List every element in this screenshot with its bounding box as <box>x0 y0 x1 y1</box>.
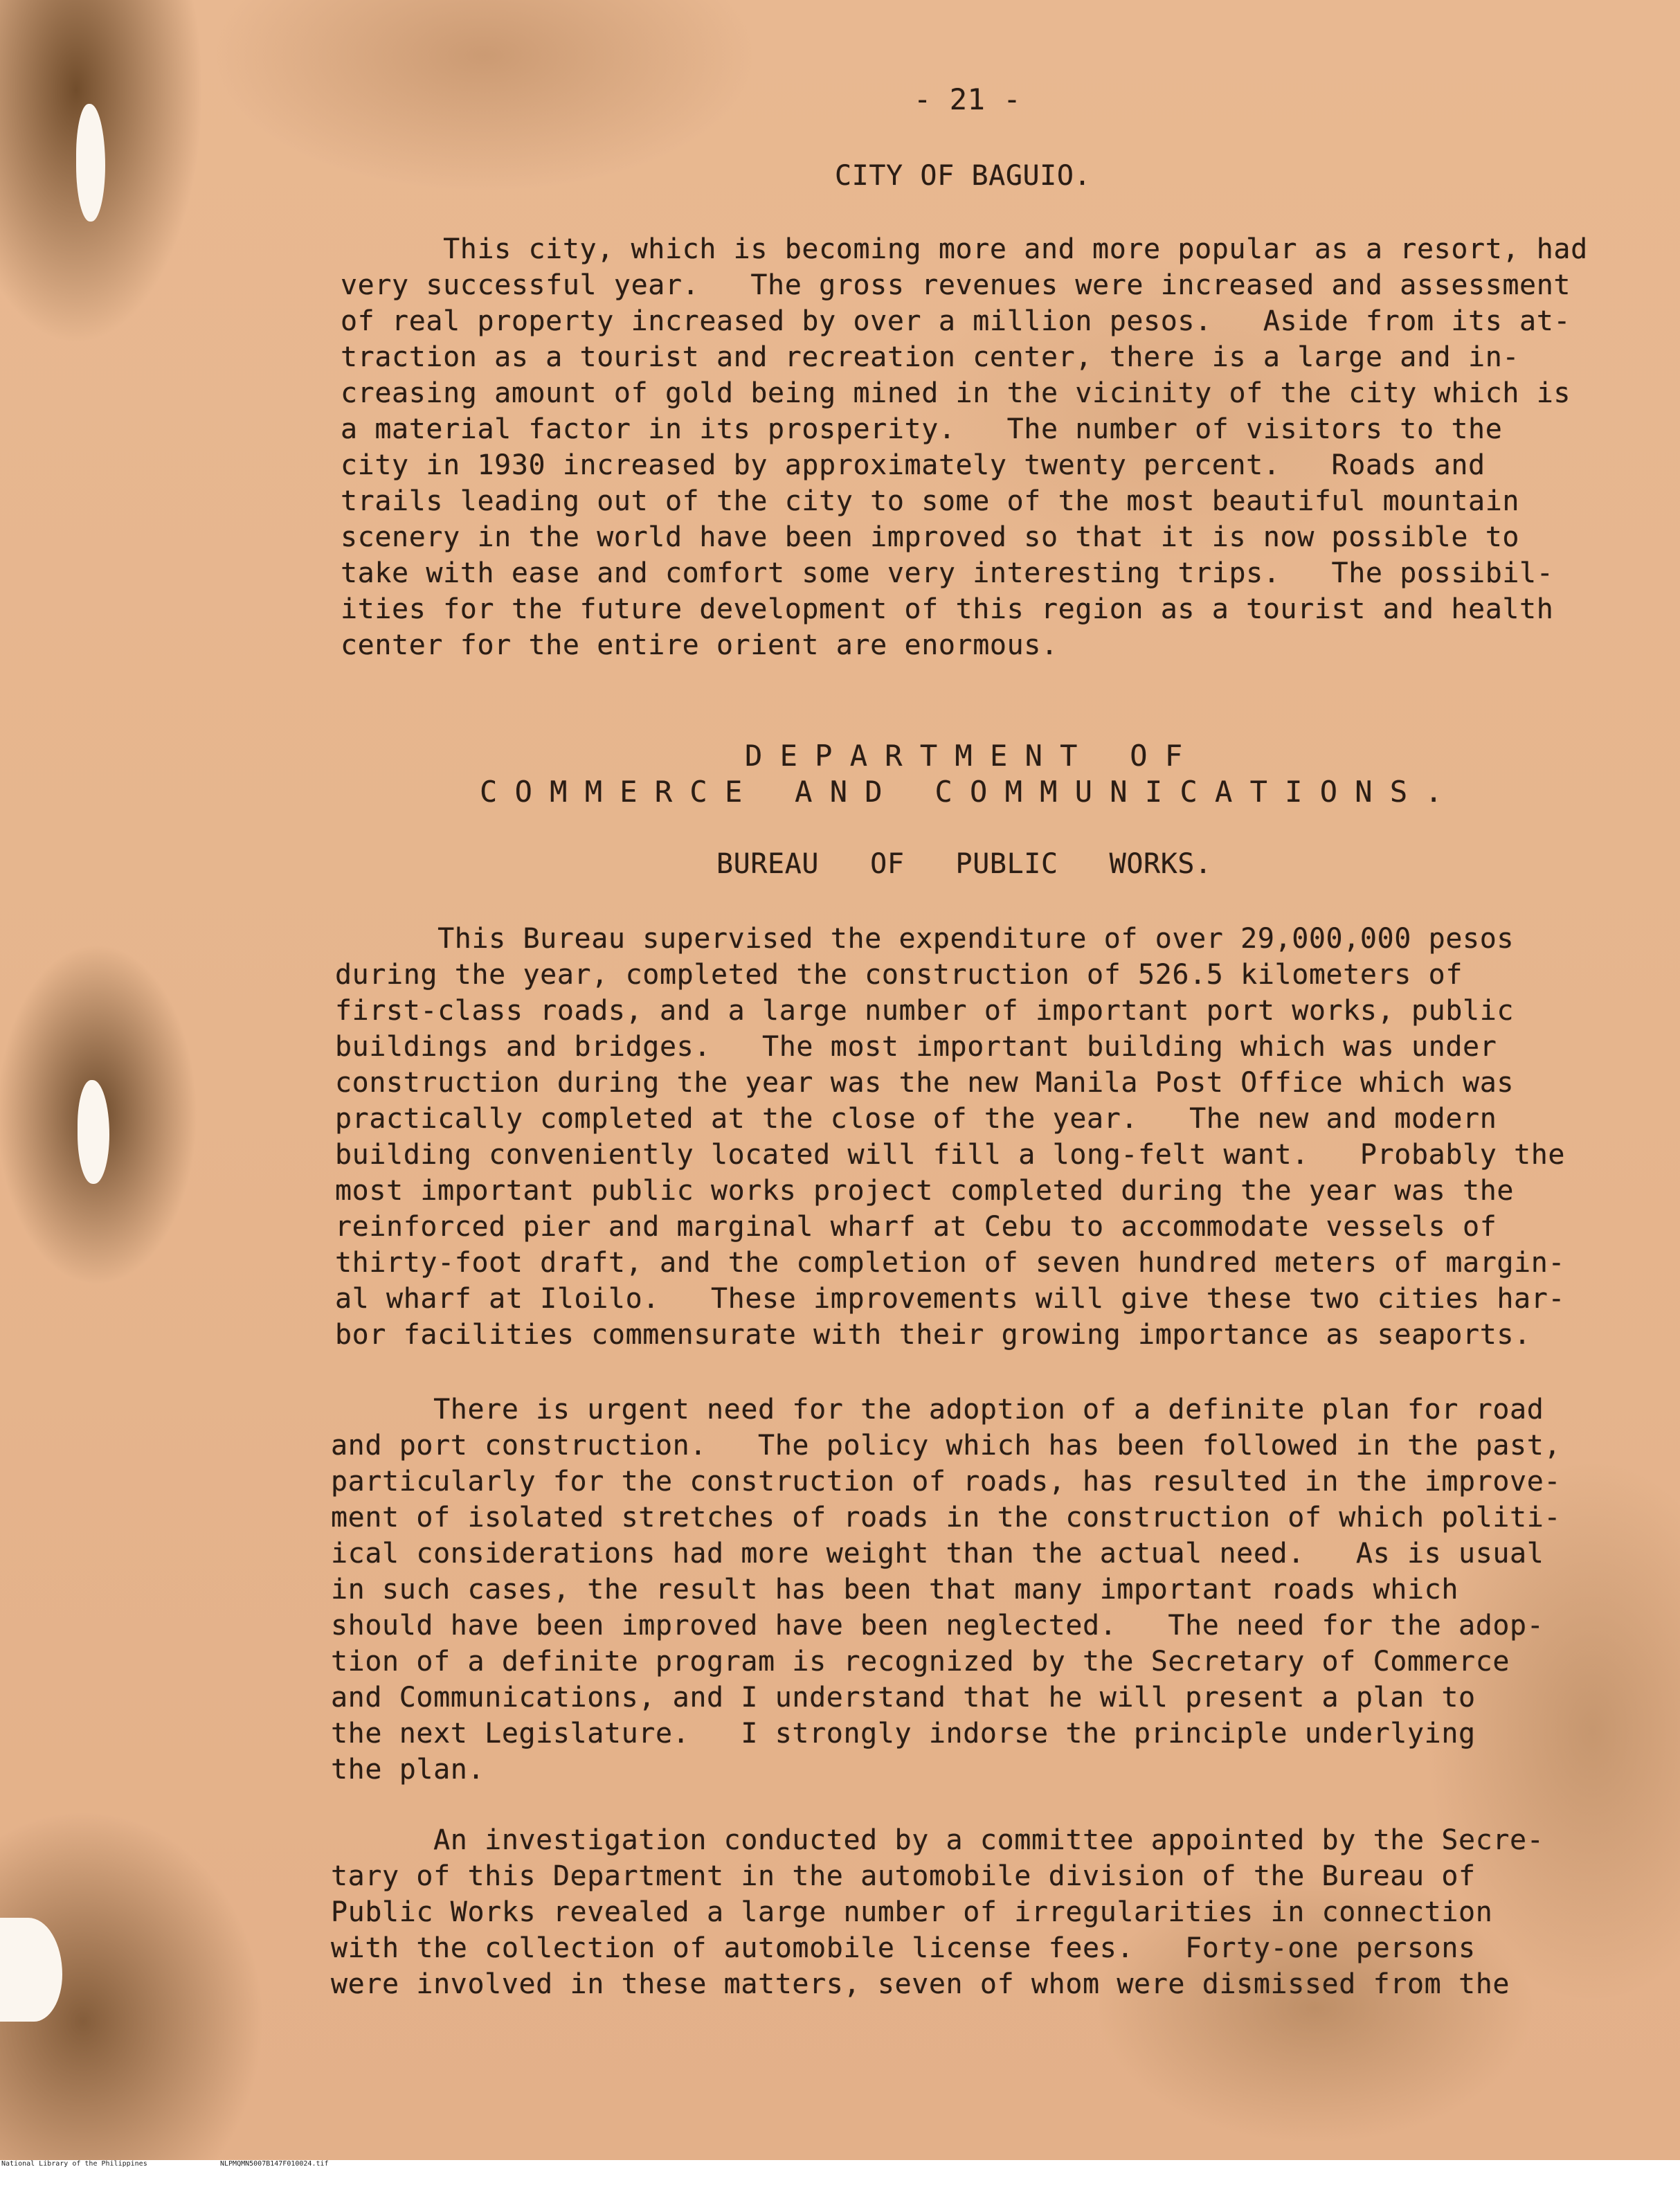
paper-hole <box>76 104 105 222</box>
section-heading-public-works: BUREAU OF PUBLIC WORKS. <box>716 848 1212 880</box>
footer-filename: NLPMQMN5007B147F010024.tif <box>220 2160 329 2168</box>
paragraph-public-works-2: There is urgent need for the adoption of a definite plan for road and port construction. The policy which has been followed in the past, particularly for the construction of roads, has resulted in the improve- ment of isolated stretches of roads in the construction of which politi- ical considerations had more weight than the actual need. As is usual in such cases, the result has been that many important roads which should have been improved have been neglected. The need for the adop- tion of a definite program is recognized by the Secretary of Commerce and Communications, and I understand that he will present a plan to the next Legislature. I strongly indorse the principle underlying the plan. <box>331 1394 1562 1786</box>
scan-footer <box>0 2160 1680 2168</box>
paragraph-public-works-1: This Bureau supervised the expenditure of over 29,000,000 pesos during the year, completed the construction of 526.5 kilometers of first-class roads, and a large number of important port works, public buildings and bridges. The most important building which was under construction during the year was the new Manila Post Office which was practically completed at the close of the year. The new and modern building conveniently located will fill a long-felt want. Probably the most important public works project completed during the year was the reinforced pier and marginal wharf at Cebu to accommodate vessels of thirty-foot draft, and the completion of seven hundred meters of margin- al wharf at Iloilo. These improvements will give these two cities har- bor facilities commensurate with their growing importance as seaports. <box>335 923 1566 1351</box>
paragraph-public-works-3: An investigation conducted by a committee appointed by the Secre- tary of this Department in the automobile division of the Bureau of Public Works revealed a large number of irregularities in connection with the collection of automobile license fees. Forty-one persons were involved in these matters, seven of whom were dismissed from the <box>331 1824 1544 2000</box>
section-heading-baguio: CITY OF BAGUIO. <box>835 160 1092 192</box>
footer-library: National Library of the Philippines <box>1 2160 147 2168</box>
department-heading-line1: D E P A R T M E N T O F <box>745 739 1183 773</box>
paragraph-baguio: This city, which is becoming more and more popular as a resort, had very successful year. The gross revenues were increased and assessment of real property increased by over a million pesos. Aside from its at- traction as a tourist and recreation center, there is a large and in- creasing amount of gold being mined in the vicinity of the city which is a material factor in its prosperity. The number of visitors to the city in 1930 increased by approximately twenty percent. Roads and trails leading out of the city to some of the most beautiful mountain scenery in the world have been improved so that it is now possible to take with ease and comfort some very interesting trips. The possibil- ities for the future development of this region as a tourist and health center for the entire orient are enormous. <box>341 233 1588 661</box>
paper-tear <box>0 1918 62 2022</box>
page-number: - 21 - <box>914 82 1022 116</box>
paper-hole <box>78 1080 109 1184</box>
department-heading-line2: C O M M E R C E A N D C O M M U N I C A T I O N S . <box>480 775 1443 809</box>
